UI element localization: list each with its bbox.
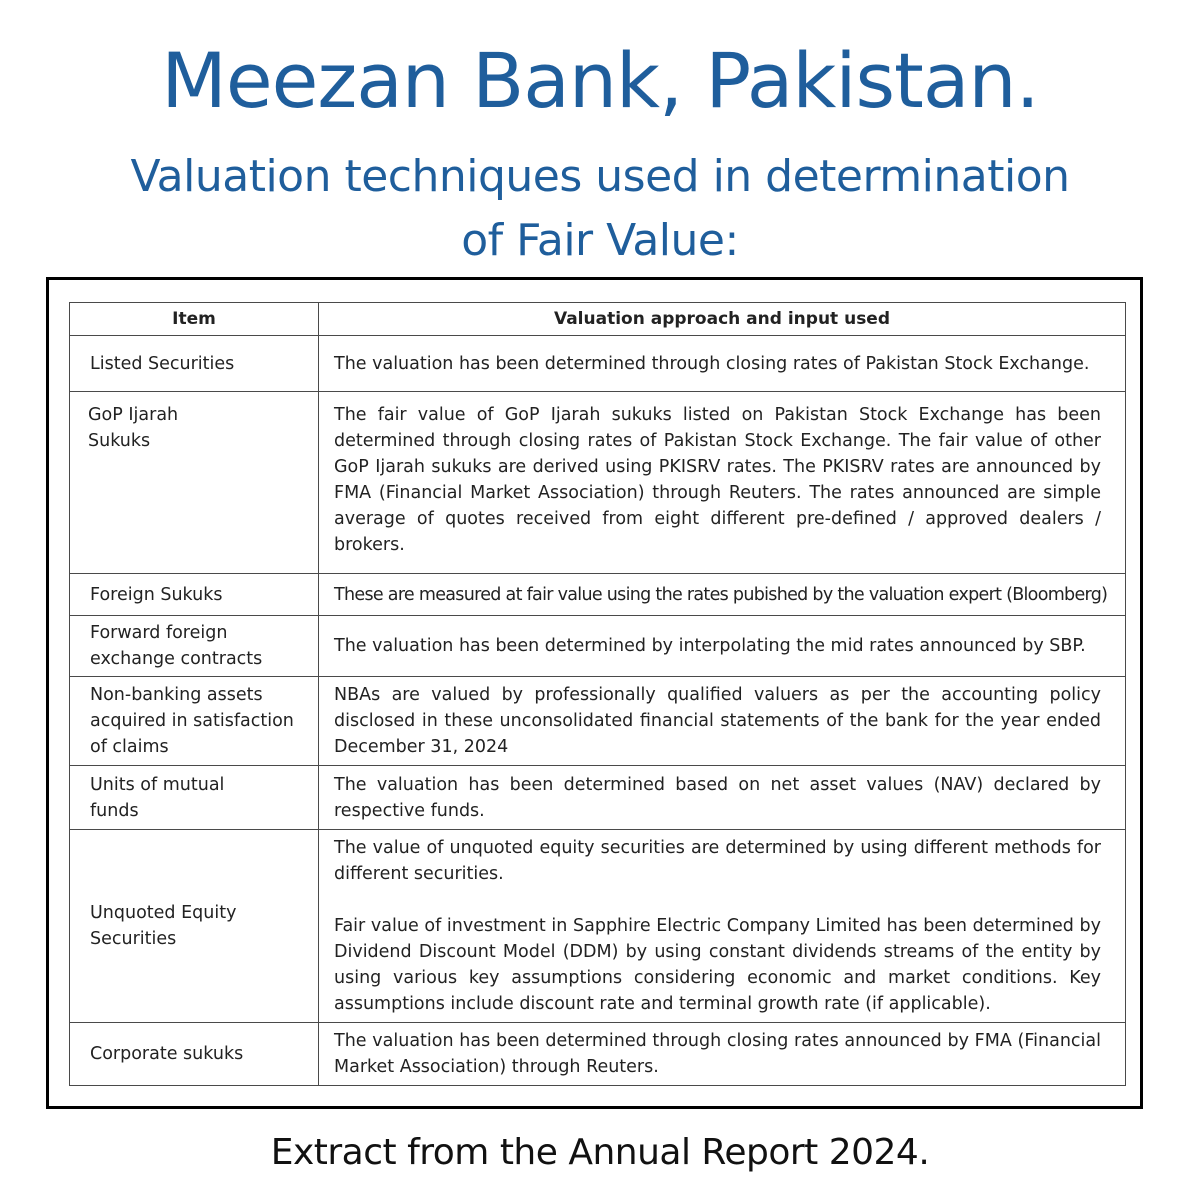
description-paragraph: The fair value of GoP Ijarah sukuks listed on Pakistan Stock Exchange has been determined through closing rates of Pakistan Stock Exchange. The fair value of other GoP Ijarah sukuks are derived using PKISRV rates. The PKISRV rates are announced by FMA (Financial Market Association) through Reuters. The rates announced are simple average of quotes received from eight different pre-defined / approved dealers / brokers.: [334, 405, 1101, 555]
row-item-label: Non-banking assets acquired in satisfaction of claims: [70, 677, 319, 766]
header-valuation-approach: Valuation approach and input used: [319, 303, 1126, 336]
row-description: [319, 766, 1126, 830]
header-item: Item: [70, 303, 319, 336]
table-row: [70, 392, 1126, 574]
row-item-label: Corporate sukuks: [70, 1023, 319, 1086]
row-description: [319, 830, 1126, 1023]
table-header-row: [70, 303, 1126, 336]
row-description: [319, 616, 1126, 677]
table-row: [70, 766, 1126, 830]
page-subtitle: [0, 145, 1200, 273]
row-description: [319, 336, 1126, 392]
description-paragraph: The valuation has been determined based on net asset values (NAV) declared by respective funds.: [334, 774, 1101, 821]
row-item-label: GoP Ijarah Sukuks: [70, 392, 319, 574]
description-paragraph: The valuation has been determined through closing rates announced by FMA (Financial Market Association) through Reuters.: [334, 1031, 1101, 1077]
description-paragraph: These are measured at fair value using the rates pubished by the valuation expert (Bloomberg): [334, 584, 1108, 605]
row-description: [319, 677, 1126, 766]
table-row: [70, 677, 1126, 766]
row-item-label: Forward foreign exchange contracts: [70, 616, 319, 677]
row-item-label: Units of mutual funds: [70, 766, 319, 830]
description-paragraph: The valuation has been determined by interpolating the mid rates announced by SBP.: [334, 636, 1086, 656]
table-frame: [46, 277, 1143, 1109]
row-item-label: Unquoted Equity Securities: [70, 830, 319, 1023]
table-row: [70, 616, 1126, 677]
row-item-label: Listed Securities: [70, 336, 319, 392]
page-title: Meezan Bank, Pakistan.: [161, 36, 1039, 125]
valuation-table: [69, 302, 1126, 1086]
row-description: [319, 1023, 1126, 1086]
description-paragraph: The value of unquoted equity securities are determined by using different methods for different securities.: [334, 838, 1101, 884]
description-paragraph: NBAs are valued by professionally qualified valuers as per the accounting policy disclosed in these unconsolidated financial statements of the bank for the year ended December 31, 2024: [334, 685, 1101, 757]
row-item-label: Foreign Sukuks: [70, 574, 319, 616]
description-paragraph: The valuation has been determined through closing rates of Pakistan Stock Exchange.: [334, 353, 1090, 374]
row-description: [319, 574, 1126, 616]
table-row: [70, 336, 1126, 392]
row-description: [319, 392, 1126, 574]
description-paragraph: Fair value of investment in Sapphire Electric Company Limited has been determined by Dividend Discount Model (DDM) by using constant dividends streams of the entity by using various key assumptions considering economic and market conditions. Key assumptions include discount rate and terminal growth rate (if applicable).: [334, 916, 1101, 1014]
table-row: [70, 574, 1126, 616]
source-caption: Extract from the Annual Report 2024.: [270, 1132, 930, 1173]
table-row: [70, 1023, 1126, 1086]
subtitle-line-2: of Fair Value:: [461, 215, 739, 266]
subtitle-line-1: Valuation techniques used in determination: [130, 151, 1070, 202]
table-row: [70, 830, 1126, 1023]
